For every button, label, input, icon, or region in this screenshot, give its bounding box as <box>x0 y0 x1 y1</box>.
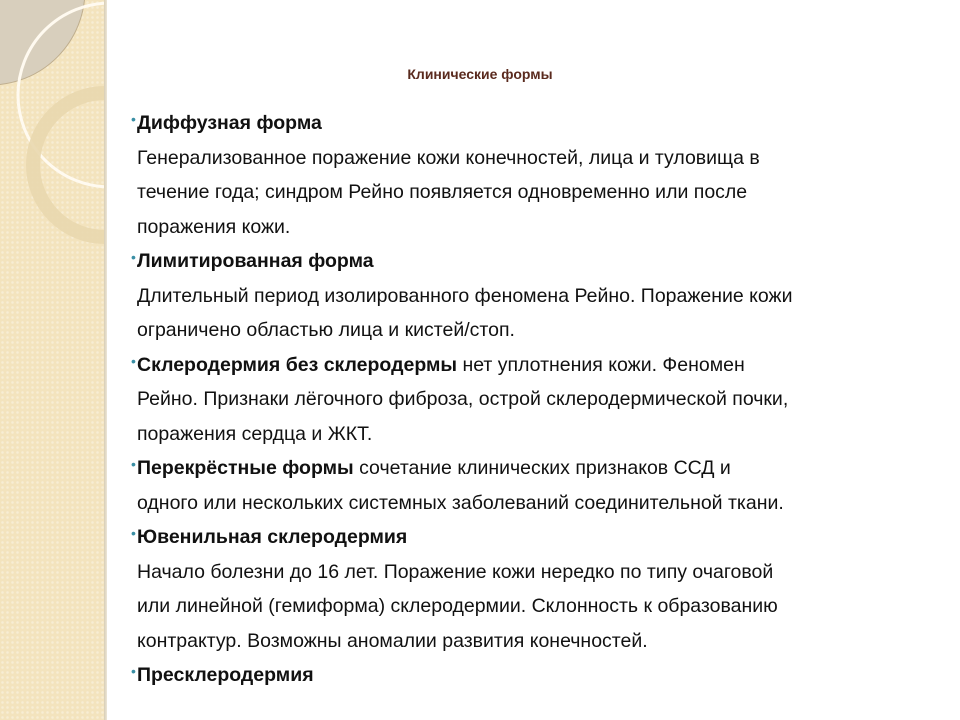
decorative-side-panel <box>0 0 104 720</box>
list-item-text: поражения кожи. <box>137 215 291 238</box>
bullet-icon: • <box>131 456 136 472</box>
slide-body <box>131 106 937 693</box>
bullet-icon: • <box>131 663 136 679</box>
bullet-icon: • <box>131 249 136 265</box>
list-item-heading: • Ювенильная склеродермия <box>137 520 937 555</box>
list-item-text: Длительный период изолированного феномена Рейно. Поражение кожи <box>137 284 793 307</box>
list-item-text: течение года; синдром Рейно появляется одновременно или после <box>137 181 748 203</box>
bullet-icon: • <box>131 352 136 369</box>
list-item-heading: • Пресклеродермия <box>137 658 937 693</box>
panel-divider <box>104 0 107 720</box>
list-item-text: Рейно. Признаки лёгочного фиброза, острой склеродермической почки, <box>137 388 789 410</box>
list-item-text: или линейной (гемиформа) склеродермии. Склонность к образованию <box>137 595 778 617</box>
bullet-icon: • <box>131 111 136 127</box>
bullet-icon: • <box>131 525 136 541</box>
list-item-heading: • Перекрёстные формы сочетание клинических признаков ССД и <box>137 451 937 486</box>
list-item-text: одного или нескольких системных заболеваний соединительной ткани. <box>137 491 784 514</box>
decorative-circles-icon <box>0 0 104 720</box>
list-item-heading: • Склеродермия без склеродермы нет уплотнения кожи. Феномен <box>137 348 937 383</box>
list-item-text: Генерализованное поражение кожи конечностей, лица и туловища в <box>137 146 760 169</box>
list-item-text: Начало болезни до 16 лет. Поражение кожи нередко по типу очаговой <box>137 560 774 583</box>
list-item-text: ограничено областью лица и кистей/стоп. <box>137 319 515 341</box>
list-item-heading: • Лимитированная форма <box>137 244 937 279</box>
list-item-text: поражения сердца и ЖКТ. <box>137 422 373 445</box>
list-item-heading: • Диффузная форма <box>137 106 937 141</box>
list-item-text: контрактур. Возможны аномалии развития конечностей. <box>137 629 648 652</box>
slide-title: Клинические формы <box>407 66 553 82</box>
